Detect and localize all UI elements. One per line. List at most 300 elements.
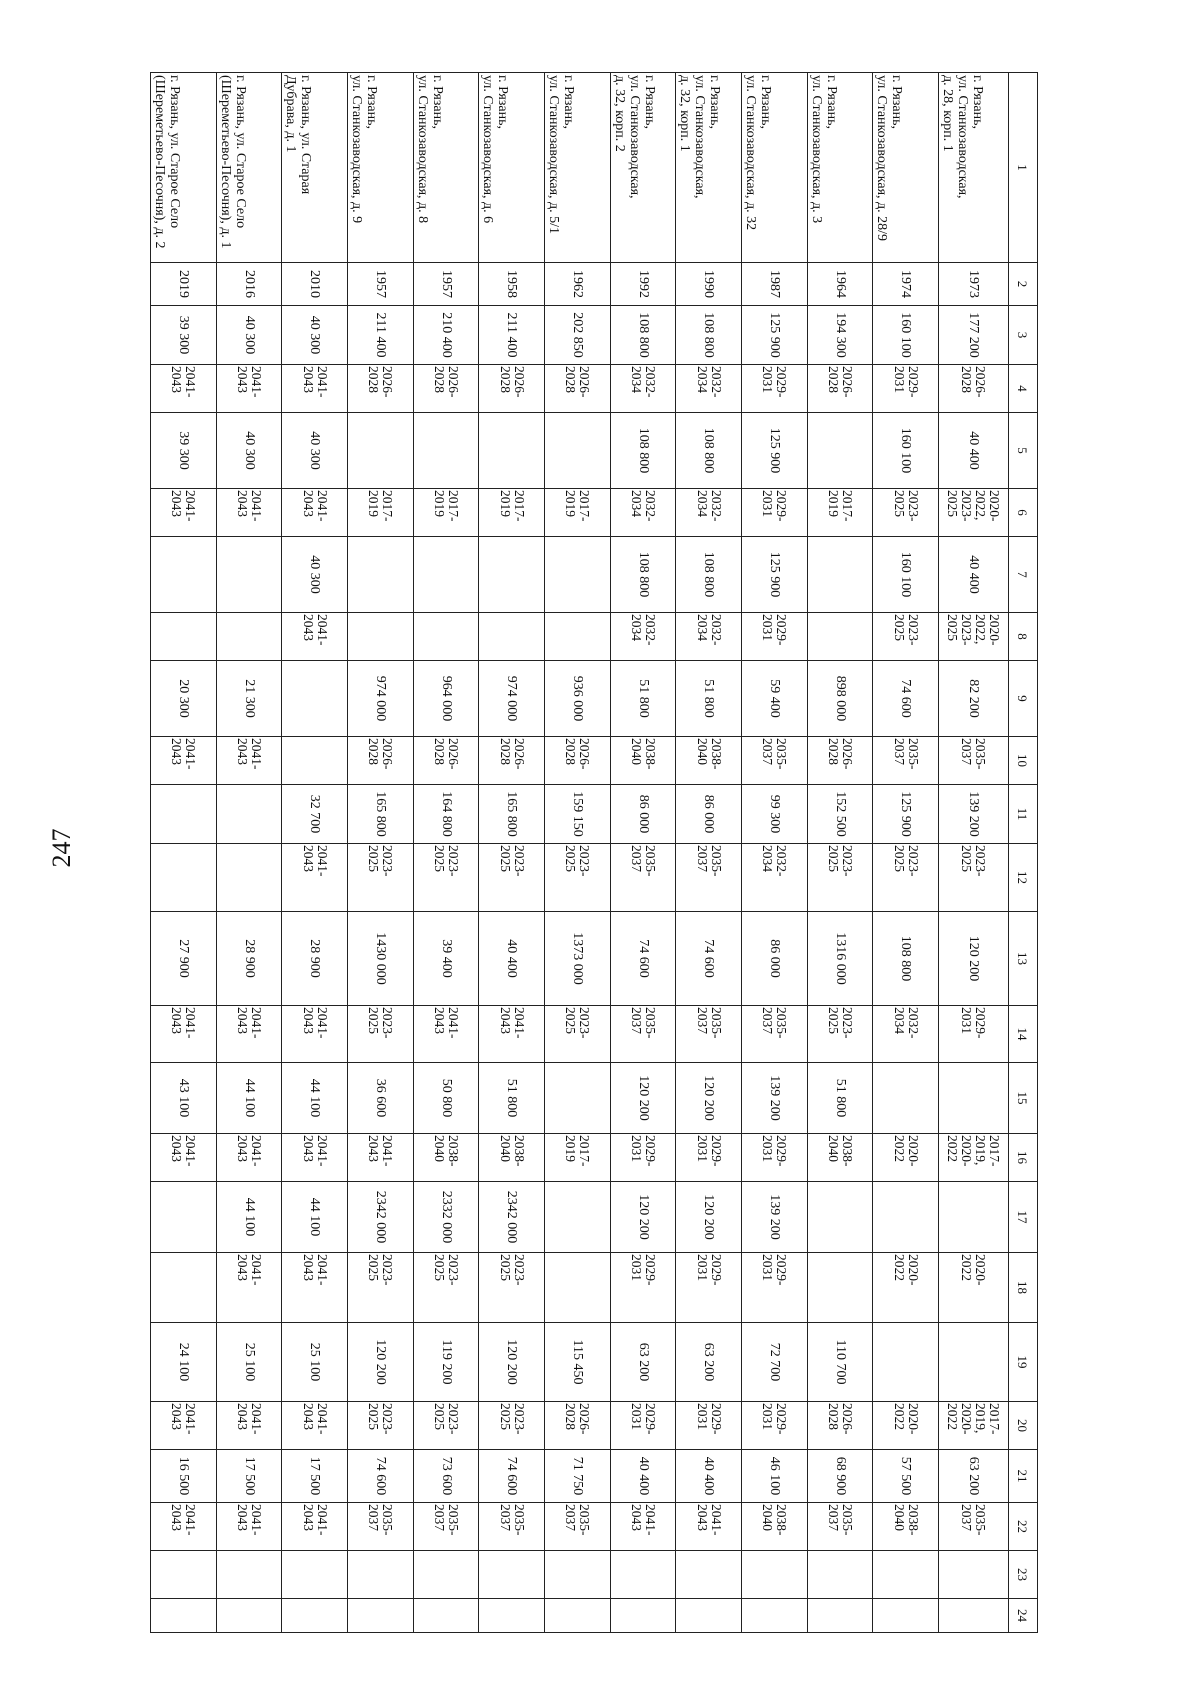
column-number: 9 (1008, 661, 1037, 737)
table-cell (807, 413, 873, 489)
table-cell: 2035- 2037 (413, 1503, 479, 1551)
column-number: 14 (1008, 1006, 1037, 1063)
table-cell: 2026- 2028 (413, 365, 479, 413)
table-cell: 2017- 2019 (807, 489, 873, 537)
table-cell: 125 900 (873, 785, 939, 844)
table-cell: 2026- 2028 (479, 737, 545, 785)
table-cell: 2032- 2034 (742, 844, 808, 912)
table-cell: 160 100 (873, 537, 939, 613)
table-cell: 99 300 (742, 785, 808, 844)
table-cell (216, 1599, 282, 1633)
table-cell: 2023- 2025 (479, 1402, 545, 1450)
table-cell: 2017- 2019 (545, 489, 611, 537)
table-cell (348, 413, 414, 489)
table-cell: 2017- 2019 (348, 489, 414, 537)
table-cell: 57 500 (873, 1450, 939, 1503)
table-cell (873, 1063, 939, 1134)
table-cell: 2023- 2025 (873, 613, 939, 661)
table-cell: 2038- 2040 (479, 1134, 545, 1182)
table-cell (939, 1599, 1009, 1633)
table-cell: 74 600 (610, 912, 676, 1006)
table-cell: 2041- 2043 (151, 1006, 217, 1063)
table-cell (151, 613, 217, 661)
table-cell (216, 844, 282, 912)
address-cell: г. Рязань, ул. Станкозаводская, д. 3 (807, 73, 873, 263)
table-cell: 59 400 (742, 661, 808, 737)
table-cell: 1316 000 (807, 912, 873, 1006)
table-row (216, 73, 282, 1633)
table-cell: 2041- 2043 (151, 1134, 217, 1182)
table-row (676, 73, 742, 1633)
table-cell (151, 785, 217, 844)
table-cell: 2035- 2037 (939, 1503, 1009, 1551)
table-cell: 86 000 (610, 785, 676, 844)
table-cell: 1964 (807, 263, 873, 306)
table-cell: 2026- 2028 (545, 1402, 611, 1450)
table-cell (413, 537, 479, 613)
table-cell: 44 100 (282, 1063, 348, 1134)
table-cell: 2017- 2019, 2020- 2022 (939, 1134, 1009, 1182)
column-number: 17 (1008, 1182, 1037, 1253)
table-cell: 2029- 2031 (610, 1253, 676, 1323)
table-cell: 43 100 (151, 1063, 217, 1134)
table-cell: 2023- 2025 (348, 1253, 414, 1323)
table-cell (807, 613, 873, 661)
address-cell: г. Рязань, ул. Старое Село (Шереметьево-Песочня), д. 1 (216, 73, 282, 263)
table-cell: 2041- 2043 (282, 365, 348, 413)
table-row (413, 73, 479, 1633)
table-cell: 125 900 (742, 306, 808, 365)
table-cell: 2035- 2037 (610, 844, 676, 912)
table-cell: 2041- 2043 (282, 489, 348, 537)
table-cell (413, 413, 479, 489)
table-cell: 2017- 2019 (545, 1134, 611, 1182)
table-cell: 2023- 2025 (873, 489, 939, 537)
table-cell: 24 100 (151, 1323, 217, 1402)
table-cell: 2023- 2025 (807, 844, 873, 912)
table-cell: 2041- 2043 (216, 489, 282, 537)
table-cell: 2020- 2022, 2023- 2025 (939, 613, 1009, 661)
table-cell: 16 500 (151, 1450, 217, 1503)
table-cell: 2026- 2028 (939, 365, 1009, 413)
table-cell: 2023- 2025 (873, 844, 939, 912)
table-cell: 108 800 (610, 537, 676, 613)
table-row (873, 73, 939, 1633)
table-cell: 2026- 2028 (479, 365, 545, 413)
table-cell: 2035- 2037 (610, 1006, 676, 1063)
table-cell (939, 1323, 1009, 1402)
address-cell: г. Рязань, ул. Станкозаводская, д. 32, корп. 1 (676, 73, 742, 263)
table-cell: 36 600 (348, 1063, 414, 1134)
table-cell: 211 400 (348, 306, 414, 365)
table-cell: 51 800 (807, 1063, 873, 1134)
table-cell: 120 200 (479, 1323, 545, 1402)
table-cell (216, 537, 282, 613)
table-cell: 139 200 (742, 1182, 808, 1253)
address-cell: г. Рязань, ул. Станкозаводская, д. 32, корп. 2 (610, 73, 676, 263)
address-cell: г. Рязань, ул. Станкозаводская, д. 6 (479, 73, 545, 263)
table-cell: 2032- 2034 (610, 489, 676, 537)
column-number: 16 (1008, 1134, 1037, 1182)
table-cell: 1990 (676, 263, 742, 306)
table-cell: 2026- 2028 (545, 737, 611, 785)
table-cell: 2029- 2031 (873, 365, 939, 413)
table-cell: 25 100 (216, 1323, 282, 1402)
table-cell (216, 1551, 282, 1599)
table-cell: 2332 000 (413, 1182, 479, 1253)
table-row (348, 73, 414, 1633)
table-cell: 21 300 (216, 661, 282, 737)
table-cell: 2023- 2025 (545, 844, 611, 912)
table-cell: 115 450 (545, 1323, 611, 1402)
table-cell: 120 200 (939, 912, 1009, 1006)
table-cell: 86 000 (742, 912, 808, 1006)
table-cell: 2029- 2031 (676, 1253, 742, 1323)
table-cell (873, 1182, 939, 1253)
table-cell: 2020- 2022 (873, 1402, 939, 1450)
column-number: 11 (1008, 785, 1037, 844)
column-number: 21 (1008, 1450, 1037, 1503)
table-cell (413, 1551, 479, 1599)
table-cell: 2019 (151, 263, 217, 306)
header-row (1008, 73, 1037, 1633)
table-cell: 2041- 2043 (282, 1253, 348, 1323)
table-cell: 40 300 (216, 306, 282, 365)
table-cell: 2026- 2028 (348, 365, 414, 413)
table-cell: 74 600 (479, 1450, 545, 1503)
table-cell: 2041- 2043 (610, 1503, 676, 1551)
rotated-table-wrapper (150, 72, 1038, 1622)
table-cell (151, 1182, 217, 1253)
table-cell: 2026- 2028 (807, 737, 873, 785)
table-cell (742, 1551, 808, 1599)
table-row (479, 73, 545, 1633)
table-cell: 40 400 (676, 1450, 742, 1503)
repair-schedule-table (150, 72, 1038, 1633)
column-number: 19 (1008, 1323, 1037, 1402)
table-cell: 120 200 (348, 1323, 414, 1402)
table-cell (873, 1599, 939, 1633)
column-number: 4 (1008, 365, 1037, 413)
table-cell (939, 1551, 1009, 1599)
table-cell: 40 300 (282, 306, 348, 365)
table-cell: 2035- 2037 (807, 1503, 873, 1551)
table-cell: 1957 (413, 263, 479, 306)
table-cell: 139 200 (742, 1063, 808, 1134)
table-cell: 119 200 (413, 1323, 479, 1402)
table-cell: 1974 (873, 263, 939, 306)
table-cell: 139 200 (939, 785, 1009, 844)
table-cell: 73 600 (413, 1450, 479, 1503)
table-cell: 2032- 2034 (676, 365, 742, 413)
column-number: 8 (1008, 613, 1037, 661)
table-cell: 40 300 (282, 537, 348, 613)
table-cell: 2035- 2037 (676, 1006, 742, 1063)
page-number: 247 (47, 828, 76, 868)
table-cell: 40 300 (282, 413, 348, 489)
table-cell: 120 200 (676, 1182, 742, 1253)
table-cell: 44 100 (216, 1063, 282, 1134)
table-cell: 2010 (282, 263, 348, 306)
table-cell (742, 1599, 808, 1633)
table-cell: 74 600 (348, 1450, 414, 1503)
table-cell: 1957 (348, 263, 414, 306)
table-cell: 2023- 2025 (348, 844, 414, 912)
table-cell: 40 400 (610, 1450, 676, 1503)
table-cell: 2020- 2022 (873, 1134, 939, 1182)
table-cell: 2016 (216, 263, 282, 306)
table-cell: 28 900 (282, 912, 348, 1006)
table-cell: 2342 000 (479, 1182, 545, 1253)
table-cell (545, 537, 611, 613)
table-cell: 1958 (479, 263, 545, 306)
table-cell: 2038- 2040 (676, 737, 742, 785)
table-cell: 44 100 (216, 1182, 282, 1253)
table-cell: 120 200 (610, 1182, 676, 1253)
table-cell: 2029- 2031 (676, 1402, 742, 1450)
address-cell: г. Рязань, ул. Станкозаводская, д. 28/9 (873, 73, 939, 263)
table-cell: 2035- 2037 (939, 737, 1009, 785)
table-cell: 2041- 2043 (348, 1134, 414, 1182)
table-cell: 2041- 2043 (151, 489, 217, 537)
table-cell: 964 000 (413, 661, 479, 737)
table-cell: 2029- 2031 (742, 1134, 808, 1182)
table-cell: 1973 (939, 263, 1009, 306)
table-cell: 108 800 (610, 413, 676, 489)
table-row (610, 73, 676, 1633)
table-cell: 25 100 (282, 1323, 348, 1402)
table-cell: 2023- 2025 (348, 1006, 414, 1063)
table-cell: 63 200 (610, 1323, 676, 1402)
address-cell: г. Рязань, ул. Станкозаводская, д. 8 (413, 73, 479, 263)
table-cell (479, 413, 545, 489)
table-cell: 160 100 (873, 413, 939, 489)
table-cell: 2038- 2040 (610, 737, 676, 785)
table-cell: 898 000 (807, 661, 873, 737)
table-cell: 2026- 2028 (545, 365, 611, 413)
table-cell: 2029- 2031 (742, 365, 808, 413)
table-cell (216, 785, 282, 844)
address-cell: г. Рязань, ул. Старая Дубрава, д. 1 (282, 73, 348, 263)
table-cell (151, 1551, 217, 1599)
table-cell (479, 1599, 545, 1633)
table-cell: 2032- 2034 (610, 365, 676, 413)
table-row (282, 73, 348, 1633)
table-cell: 2041- 2043 (479, 1006, 545, 1063)
table-cell: 28 900 (216, 912, 282, 1006)
table-row (807, 73, 873, 1633)
table-cell: 2041- 2043 (216, 1006, 282, 1063)
table-cell: 2041- 2043 (216, 1503, 282, 1551)
table-cell: 108 800 (676, 306, 742, 365)
table-cell (545, 1253, 611, 1323)
table-cell (413, 613, 479, 661)
table-cell: 27 900 (151, 912, 217, 1006)
address-cell: г. Рязань, ул. Старое Село (Шереметьево-Песочня), д. 2 (151, 73, 217, 263)
table-cell (807, 1253, 873, 1323)
table-cell: 17 500 (216, 1450, 282, 1503)
column-number: 10 (1008, 737, 1037, 785)
table-cell (545, 1599, 611, 1633)
column-number: 1 (1008, 73, 1037, 263)
table-cell: 2029- 2031 (742, 613, 808, 661)
table-cell (545, 1063, 611, 1134)
table-cell (151, 537, 217, 613)
table-cell: 2041- 2043 (282, 1402, 348, 1450)
table-cell: 2041- 2043 (413, 1006, 479, 1063)
table-cell: 2041- 2043 (216, 737, 282, 785)
column-number: 15 (1008, 1063, 1037, 1134)
table-cell (873, 1323, 939, 1402)
table-cell (545, 613, 611, 661)
table-cell (282, 661, 348, 737)
table-cell: 2035- 2037 (545, 1503, 611, 1551)
table-cell: 2032- 2034 (676, 489, 742, 537)
table-cell: 2041- 2043 (282, 1134, 348, 1182)
table-cell: 1373 000 (545, 912, 611, 1006)
table-cell: 32 700 (282, 785, 348, 844)
table-cell: 2035- 2037 (873, 737, 939, 785)
table-cell: 2020- 2022, 2023- 2025 (939, 489, 1009, 537)
table-cell: 2017- 2019, 2020- 2022 (939, 1402, 1009, 1450)
table-cell: 2038- 2040 (807, 1134, 873, 1182)
table-cell (676, 1599, 742, 1633)
table-cell: 164 800 (413, 785, 479, 844)
table-cell: 50 800 (413, 1063, 479, 1134)
table-cell (282, 737, 348, 785)
table-cell: 194 300 (807, 306, 873, 365)
table-cell: 1992 (610, 263, 676, 306)
table-cell: 2041- 2043 (282, 844, 348, 912)
table-cell: 2029- 2031 (610, 1134, 676, 1182)
table-cell (348, 613, 414, 661)
table-cell: 2023- 2025 (413, 1402, 479, 1450)
table-cell: 39 300 (151, 306, 217, 365)
table-cell: 2035- 2037 (348, 1503, 414, 1551)
table-cell: 2035- 2037 (676, 844, 742, 912)
table-cell (479, 537, 545, 613)
table-cell (216, 613, 282, 661)
table-cell: 2026- 2028 (413, 737, 479, 785)
column-number: 3 (1008, 306, 1037, 365)
table-cell: 39 400 (413, 912, 479, 1006)
column-number: 13 (1008, 912, 1037, 1006)
table-cell: 2032- 2034 (610, 613, 676, 661)
table-cell: 2026- 2028 (348, 737, 414, 785)
table-cell: 71 750 (545, 1450, 611, 1503)
table-cell: 2041- 2043 (282, 1503, 348, 1551)
table-cell (151, 844, 217, 912)
table-cell: 2342 000 (348, 1182, 414, 1253)
table-cell: 177 200 (939, 306, 1009, 365)
table-cell: 2041- 2043 (151, 737, 217, 785)
table-cell: 2032- 2034 (676, 613, 742, 661)
table-cell: 51 800 (479, 1063, 545, 1134)
table-cell (610, 1551, 676, 1599)
table-cell: 2023- 2025 (413, 1253, 479, 1323)
table-cell (348, 1599, 414, 1633)
table-cell: 165 800 (479, 785, 545, 844)
column-number: 18 (1008, 1253, 1037, 1323)
table-cell: 2026- 2028 (807, 1402, 873, 1450)
address-cell: г. Рязань, ул. Станкозаводская, д. 9 (348, 73, 414, 263)
table-cell: 2035- 2037 (742, 1006, 808, 1063)
table-cell: 46 100 (742, 1450, 808, 1503)
table-cell: 2029- 2031 (742, 1402, 808, 1450)
table-cell: 1430 000 (348, 912, 414, 1006)
table-cell: 2041- 2043 (216, 1134, 282, 1182)
table-cell: 2017- 2019 (479, 489, 545, 537)
table-cell: 108 800 (676, 537, 742, 613)
table-cell (807, 537, 873, 613)
table-cell (348, 1551, 414, 1599)
table-cell: 2023- 2025 (413, 844, 479, 912)
table-cell: 125 900 (742, 413, 808, 489)
table-cell: 2041- 2043 (151, 1503, 217, 1551)
table-cell: 2029- 2031 (742, 1253, 808, 1323)
table-cell: 2023- 2025 (479, 1253, 545, 1323)
column-number: 7 (1008, 537, 1037, 613)
table-row (939, 73, 1009, 1633)
address-cell: г. Рязань, ул. Станкозаводская, д. 5/1 (545, 73, 611, 263)
table-cell: 108 800 (610, 306, 676, 365)
table-cell: 2035- 2037 (479, 1503, 545, 1551)
column-number: 2 (1008, 263, 1037, 306)
table-cell: 1962 (545, 263, 611, 306)
table-cell: 1987 (742, 263, 808, 306)
table-cell: 2029- 2031 (742, 489, 808, 537)
table-row (742, 73, 808, 1633)
table-cell (939, 1063, 1009, 1134)
table-cell: 2023- 2025 (348, 1402, 414, 1450)
table-cell: 152 500 (807, 785, 873, 844)
table-cell: 20 300 (151, 661, 217, 737)
table-cell: 108 800 (676, 413, 742, 489)
table-cell: 2041- 2043 (151, 1402, 217, 1450)
address-cell: г. Рязань, ул. Станкозаводская, д. 28, корп. 1 (939, 73, 1009, 263)
table-cell: 40 400 (479, 912, 545, 1006)
table-cell: 82 200 (939, 661, 1009, 737)
table-cell: 120 200 (676, 1063, 742, 1134)
table-cell: 2017- 2019 (413, 489, 479, 537)
table-cell: 72 700 (742, 1323, 808, 1402)
table-cell (282, 1551, 348, 1599)
table-cell: 2041- 2043 (216, 1253, 282, 1323)
table-cell (873, 1551, 939, 1599)
table-cell: 2023- 2025 (807, 1006, 873, 1063)
table-cell: 40 400 (939, 413, 1009, 489)
table-cell (151, 1599, 217, 1633)
table-cell: 159 150 (545, 785, 611, 844)
table-cell: 2035- 2037 (742, 737, 808, 785)
column-number: 24 (1008, 1599, 1037, 1633)
table-cell: 2023- 2025 (479, 844, 545, 912)
table-cell: 2023- 2025 (939, 844, 1009, 912)
table-cell: 2038- 2040 (413, 1134, 479, 1182)
table-cell: 2041- 2043 (676, 1503, 742, 1551)
table-cell: 51 800 (676, 661, 742, 737)
table-cell: 2026- 2028 (807, 365, 873, 413)
table-cell: 63 200 (939, 1450, 1009, 1503)
table-cell: 51 800 (610, 661, 676, 737)
table-cell (676, 1551, 742, 1599)
table-cell: 210 400 (413, 306, 479, 365)
table-row (545, 73, 611, 1633)
table-cell: 68 900 (807, 1450, 873, 1503)
column-number: 5 (1008, 413, 1037, 489)
table-cell (545, 1551, 611, 1599)
table-cell (151, 1253, 217, 1323)
